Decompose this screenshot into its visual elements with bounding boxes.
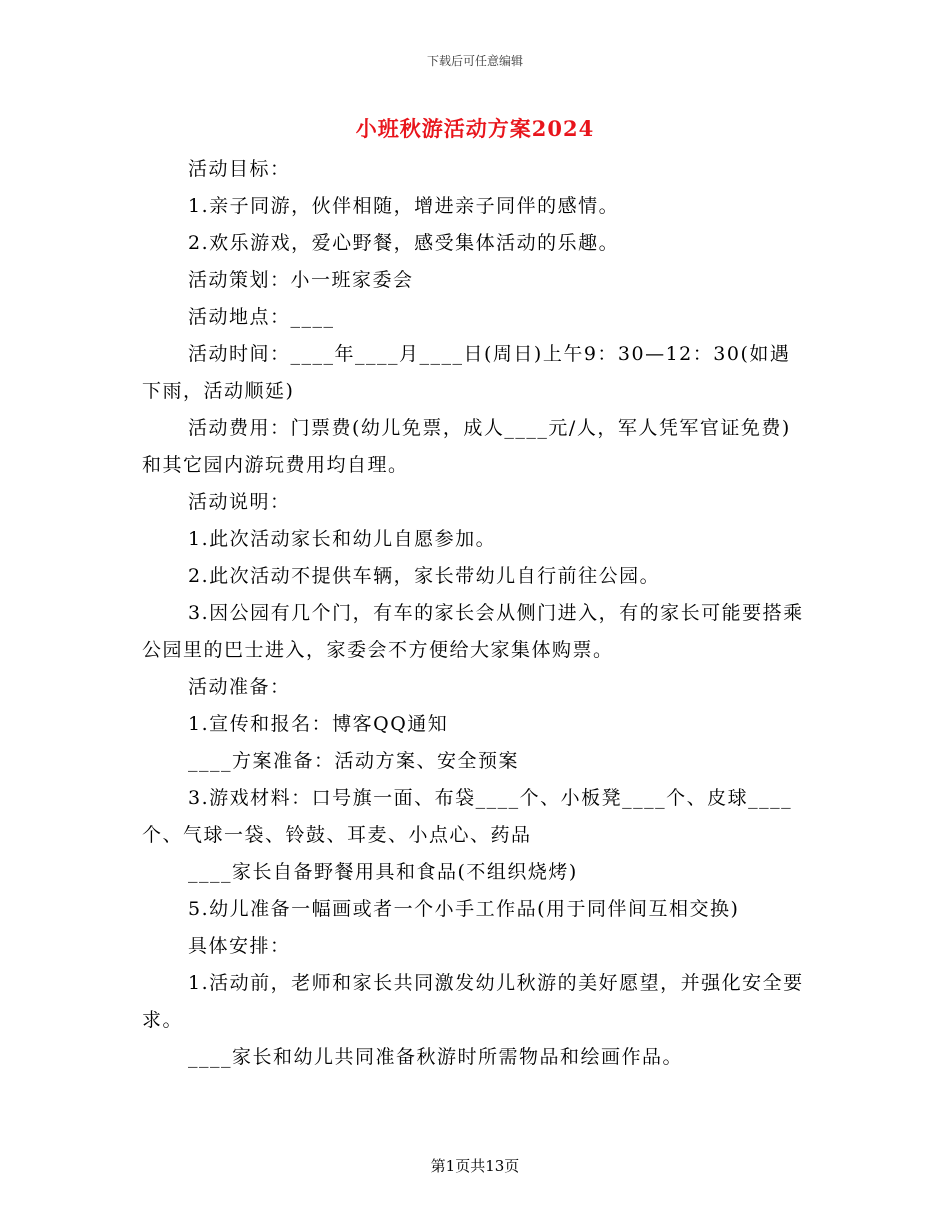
header-note: 下载后可任意编辑 [426,54,523,68]
paragraph: ____家长和幼儿共同准备秋游时所需物品和绘画作品。 [188,1046,684,1068]
paragraph: 活动费用：门票费(幼儿免票，成人____元/人，军人凭军官证免费)和其它园内游玩费用均自理。 [142,417,791,476]
paragraph: ____家长自备野餐用具和食品(不组织烧烤) [188,861,578,883]
document-title: 小班秋游活动方案2024 [355,116,595,141]
paragraph: 活动时间：____年____月____日(周日)上午9：30—12：30(如遇下雨，活动顺延) [142,343,791,402]
paragraph: 1.宣传和报名：博客QQ通知 [188,713,449,735]
paragraph: 活动准备： [188,676,291,698]
paragraph: 2.欢乐游戏，爱心野餐，感受集体活动的乐趣。 [188,232,620,254]
paragraph: 2.此次活动不提供车辆，家长带幼儿自行前往公园。 [188,565,661,587]
paragraph: 具体安排： [188,935,291,957]
paragraph: 活动目标： [188,158,291,180]
paragraph: 3.因公园有几个门，有车的家长会从侧门进入，有的家长可能要搭乘公园里的巴士进入，家委会不方便给大家集体购票。 [142,602,804,661]
paragraph: 3.游戏材料：口号旗一面、布袋____个、小板凳____个、皮球____个、气球一袋、铃鼓、耳麦、小点心、药品 [142,787,793,846]
paragraph: 5.幼儿准备一幅画或者一个小手工作品(用于同伴间互相交换) [188,898,740,920]
paragraph: 1.活动前，老师和家长共同激发幼儿秋游的美好愿望，并强化安全要求。 [142,972,804,1031]
paragraph: 活动策划：小一班家委会 [188,269,414,291]
paragraph: 1.亲子同游，伙伴相随，增进亲子同伴的感情。 [188,195,620,217]
page-number: 第1页共13页 [430,1157,520,1175]
document-body [142,151,806,1076]
paragraph: 1.此次活动家长和幼儿自愿参加。 [188,528,497,550]
paragraph: 活动说明： [188,491,291,513]
paragraph: 活动地点：____ [188,306,335,328]
paragraph: ____方案准备：活动方案、安全预案 [188,750,520,772]
